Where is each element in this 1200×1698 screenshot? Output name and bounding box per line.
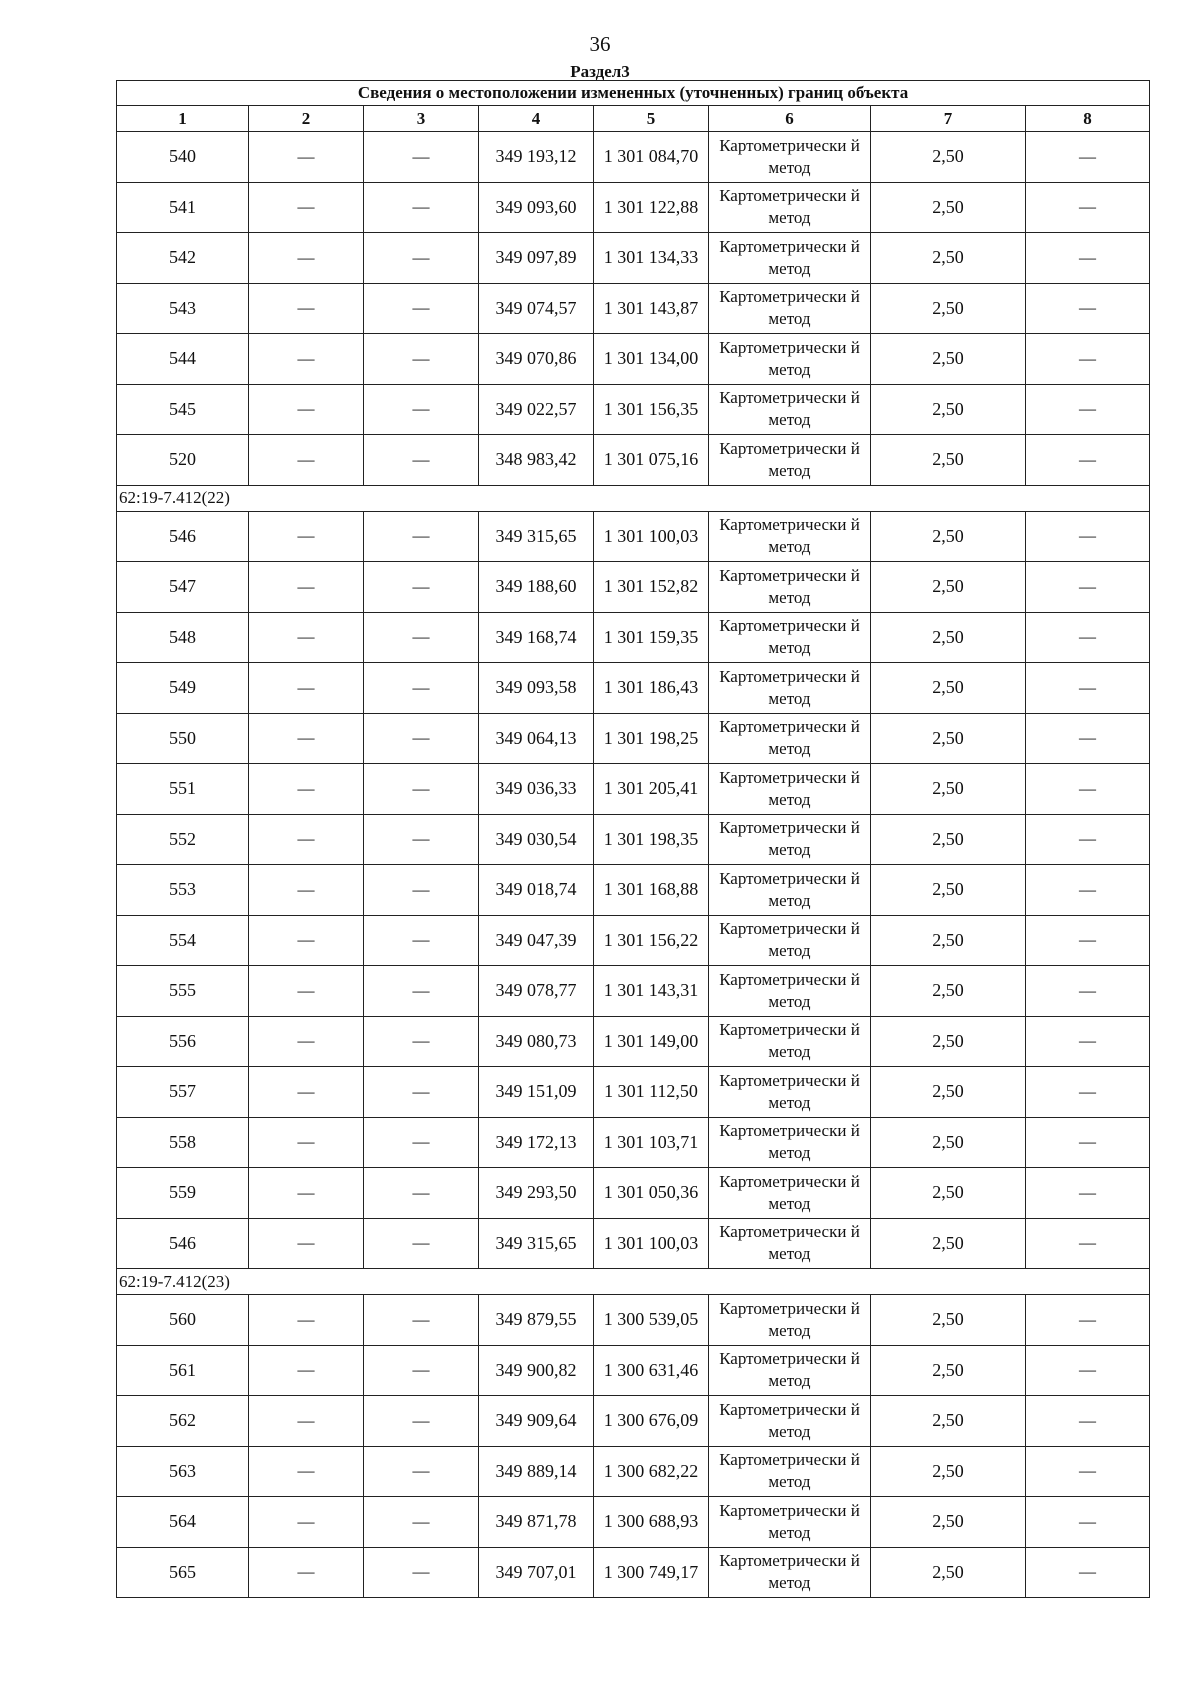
point-number-cell: 553	[117, 865, 249, 916]
table-row	[117, 435, 1150, 486]
table-row	[117, 1117, 1150, 1168]
method-cell: Картометрически й метод	[709, 132, 871, 183]
table-row	[117, 511, 1150, 562]
column-2-cell: —	[249, 612, 364, 663]
column-number: 1	[117, 106, 249, 132]
accuracy-cell: 2,50	[871, 384, 1026, 435]
column-3-cell: —	[364, 1067, 479, 1118]
column-2-cell: —	[249, 1117, 364, 1168]
column-8-cell: —	[1026, 233, 1150, 284]
method-cell: Картометрически й метод	[709, 612, 871, 663]
y-coordinate-cell: 1 301 100,03	[594, 511, 709, 562]
method-cell: Картометрически й метод	[709, 233, 871, 284]
column-8-cell: —	[1026, 612, 1150, 663]
accuracy-cell: 2,50	[871, 334, 1026, 385]
y-coordinate-cell: 1 301 168,88	[594, 865, 709, 916]
table-row	[117, 283, 1150, 334]
y-coordinate-cell: 1 301 198,25	[594, 713, 709, 764]
column-8-cell: —	[1026, 1446, 1150, 1497]
column-3-cell: —	[364, 1345, 479, 1396]
column-3-cell: —	[364, 182, 479, 233]
x-coordinate-cell: 349 707,01	[479, 1547, 594, 1598]
y-coordinate-cell: 1 301 186,43	[594, 663, 709, 714]
point-number-cell: 520	[117, 435, 249, 486]
column-3-cell: —	[364, 1446, 479, 1497]
column-8-cell: —	[1026, 814, 1150, 865]
accuracy-cell: 2,50	[871, 612, 1026, 663]
y-coordinate-cell: 1 301 134,00	[594, 334, 709, 385]
column-3-cell: —	[364, 1016, 479, 1067]
y-coordinate-cell: 1 300 682,22	[594, 1446, 709, 1497]
column-2-cell: —	[249, 1168, 364, 1219]
column-8-cell: —	[1026, 182, 1150, 233]
column-3-cell: —	[364, 233, 479, 284]
table-row	[117, 384, 1150, 435]
x-coordinate-cell: 349 889,14	[479, 1446, 594, 1497]
accuracy-cell: 2,50	[871, 1117, 1026, 1168]
point-number-cell: 565	[117, 1547, 249, 1598]
method-cell: Картометрически й метод	[709, 1497, 871, 1548]
y-coordinate-cell: 1 301 112,50	[594, 1067, 709, 1118]
column-2-cell: —	[249, 1218, 364, 1269]
x-coordinate-cell: 349 047,39	[479, 915, 594, 966]
table-row	[117, 1345, 1150, 1396]
table-row	[117, 1295, 1150, 1346]
column-8-cell: —	[1026, 1295, 1150, 1346]
accuracy-cell: 2,50	[871, 966, 1026, 1017]
accuracy-cell: 2,50	[871, 1218, 1026, 1269]
method-cell: Картометрически й метод	[709, 1446, 871, 1497]
column-number: 5	[594, 106, 709, 132]
column-3-cell: —	[364, 663, 479, 714]
column-3-cell: —	[364, 1547, 479, 1598]
method-cell: Картометрически й метод	[709, 966, 871, 1017]
x-coordinate-cell: 349 097,89	[479, 233, 594, 284]
column-3-cell: —	[364, 1218, 479, 1269]
x-coordinate-cell: 349 315,65	[479, 511, 594, 562]
accuracy-cell: 2,50	[871, 182, 1026, 233]
column-8-cell: —	[1026, 1547, 1150, 1598]
point-number-cell: 543	[117, 283, 249, 334]
point-number-cell: 559	[117, 1168, 249, 1219]
column-2-cell: —	[249, 384, 364, 435]
column-3-cell: —	[364, 612, 479, 663]
table-row	[117, 1218, 1150, 1269]
x-coordinate-cell: 349 879,55	[479, 1295, 594, 1346]
column-8-cell: —	[1026, 511, 1150, 562]
x-coordinate-cell: 349 093,58	[479, 663, 594, 714]
accuracy-cell: 2,50	[871, 233, 1026, 284]
method-cell: Картометрически й метод	[709, 1218, 871, 1269]
column-number: 7	[871, 106, 1026, 132]
y-coordinate-cell: 1 301 156,35	[594, 384, 709, 435]
column-8-cell: —	[1026, 384, 1150, 435]
y-coordinate-cell: 1 301 134,33	[594, 233, 709, 284]
y-coordinate-cell: 1 301 050,36	[594, 1168, 709, 1219]
column-8-cell: —	[1026, 764, 1150, 815]
column-8-cell: —	[1026, 132, 1150, 183]
x-coordinate-cell: 349 188,60	[479, 562, 594, 613]
table-row	[117, 713, 1150, 764]
x-coordinate-cell: 349 036,33	[479, 764, 594, 815]
column-8-cell: —	[1026, 966, 1150, 1017]
table-row	[117, 1168, 1150, 1219]
column-2-cell: —	[249, 562, 364, 613]
column-2-cell: —	[249, 663, 364, 714]
point-number-cell: 545	[117, 384, 249, 435]
accuracy-cell: 2,50	[871, 1345, 1026, 1396]
x-coordinate-cell: 348 983,42	[479, 435, 594, 486]
point-number-cell: 540	[117, 132, 249, 183]
table-caption-row	[117, 81, 1150, 106]
column-3-cell: —	[364, 283, 479, 334]
point-number-cell: 555	[117, 966, 249, 1017]
table-row	[117, 334, 1150, 385]
column-2-cell: —	[249, 1396, 364, 1447]
accuracy-cell: 2,50	[871, 713, 1026, 764]
column-3-cell: —	[364, 764, 479, 815]
column-2-cell: —	[249, 1067, 364, 1118]
x-coordinate-cell: 349 093,60	[479, 182, 594, 233]
column-8-cell: —	[1026, 562, 1150, 613]
table-row	[117, 1446, 1150, 1497]
table-row	[117, 915, 1150, 966]
column-number: 4	[479, 106, 594, 132]
accuracy-cell: 2,50	[871, 814, 1026, 865]
column-3-cell: —	[364, 865, 479, 916]
method-cell: Картометрически й метод	[709, 764, 871, 815]
column-2-cell: —	[249, 1016, 364, 1067]
column-3-cell: —	[364, 562, 479, 613]
x-coordinate-cell: 349 168,74	[479, 612, 594, 663]
method-cell: Картометрически й метод	[709, 865, 871, 916]
column-3-cell: —	[364, 435, 479, 486]
column-2-cell: —	[249, 713, 364, 764]
point-number-cell: 550	[117, 713, 249, 764]
column-3-cell: —	[364, 814, 479, 865]
y-coordinate-cell: 1 301 149,00	[594, 1016, 709, 1067]
column-2-cell: —	[249, 1547, 364, 1598]
point-number-cell: 560	[117, 1295, 249, 1346]
table-row	[117, 1396, 1150, 1447]
accuracy-cell: 2,50	[871, 562, 1026, 613]
table-row	[117, 233, 1150, 284]
y-coordinate-cell: 1 300 631,46	[594, 1345, 709, 1396]
column-3-cell: —	[364, 1396, 479, 1447]
point-number-cell: 544	[117, 334, 249, 385]
y-coordinate-cell: 1 300 676,09	[594, 1396, 709, 1447]
column-number: 3	[364, 106, 479, 132]
y-coordinate-cell: 1 301 159,35	[594, 612, 709, 663]
y-coordinate-cell: 1 301 100,03	[594, 1218, 709, 1269]
accuracy-cell: 2,50	[871, 132, 1026, 183]
column-2-cell: —	[249, 1497, 364, 1548]
point-number-cell: 542	[117, 233, 249, 284]
y-coordinate-cell: 1 301 198,35	[594, 814, 709, 865]
column-3-cell: —	[364, 966, 479, 1017]
point-number-cell: 546	[117, 511, 249, 562]
column-3-cell: —	[364, 1295, 479, 1346]
accuracy-cell: 2,50	[871, 764, 1026, 815]
point-number-cell: 563	[117, 1446, 249, 1497]
column-8-cell: —	[1026, 1396, 1150, 1447]
method-cell: Картометрически й метод	[709, 1168, 871, 1219]
column-2-cell: —	[249, 334, 364, 385]
point-number-cell: 556	[117, 1016, 249, 1067]
x-coordinate-cell: 349 909,64	[479, 1396, 594, 1447]
table-row	[117, 865, 1150, 916]
method-cell: Картометрически й метод	[709, 1117, 871, 1168]
accuracy-cell: 2,50	[871, 1295, 1026, 1346]
parcel-group-row	[117, 1269, 1150, 1295]
column-number: 6	[709, 106, 871, 132]
x-coordinate-cell: 349 030,54	[479, 814, 594, 865]
column-2-cell: —	[249, 1446, 364, 1497]
column-8-cell: —	[1026, 915, 1150, 966]
column-8-cell: —	[1026, 1168, 1150, 1219]
x-coordinate-cell: 349 871,78	[479, 1497, 594, 1548]
column-number: 8	[1026, 106, 1150, 132]
parcel-group-label: 62:19-7.412(22)	[117, 485, 1150, 511]
point-number-cell: 558	[117, 1117, 249, 1168]
method-cell: Картометрически й метод	[709, 915, 871, 966]
method-cell: Картометрически й метод	[709, 1547, 871, 1598]
method-cell: Картометрически й метод	[709, 1396, 871, 1447]
y-coordinate-cell: 1 301 075,16	[594, 435, 709, 486]
method-cell: Картометрически й метод	[709, 663, 871, 714]
table-caption: Сведения о местоположении измененных (уточненных) границ объекта	[117, 81, 1150, 106]
y-coordinate-cell: 1 300 749,17	[594, 1547, 709, 1598]
method-cell: Картометрически й метод	[709, 1345, 871, 1396]
column-2-cell: —	[249, 915, 364, 966]
table-row	[117, 764, 1150, 815]
method-cell: Картометрически й метод	[709, 182, 871, 233]
accuracy-cell: 2,50	[871, 1067, 1026, 1118]
accuracy-cell: 2,50	[871, 435, 1026, 486]
table-row	[117, 1016, 1150, 1067]
point-number-cell: 564	[117, 1497, 249, 1548]
x-coordinate-cell: 349 193,12	[479, 132, 594, 183]
accuracy-cell: 2,50	[871, 1446, 1026, 1497]
accuracy-cell: 2,50	[871, 663, 1026, 714]
column-2-cell: —	[249, 435, 364, 486]
y-coordinate-cell: 1 301 122,88	[594, 182, 709, 233]
column-8-cell: —	[1026, 663, 1150, 714]
accuracy-cell: 2,50	[871, 1497, 1026, 1548]
accuracy-cell: 2,50	[871, 865, 1026, 916]
column-8-cell: —	[1026, 1117, 1150, 1168]
x-coordinate-cell: 349 070,86	[479, 334, 594, 385]
column-2-cell: —	[249, 865, 364, 916]
column-8-cell: —	[1026, 1497, 1150, 1548]
column-3-cell: —	[364, 1497, 479, 1548]
y-coordinate-cell: 1 300 539,05	[594, 1295, 709, 1346]
column-2-cell: —	[249, 1295, 364, 1346]
column-3-cell: —	[364, 713, 479, 764]
column-3-cell: —	[364, 511, 479, 562]
point-number-cell: 547	[117, 562, 249, 613]
parcel-group-row	[117, 485, 1150, 511]
x-coordinate-cell: 349 900,82	[479, 1345, 594, 1396]
column-8-cell: —	[1026, 1345, 1150, 1396]
column-2-cell: —	[249, 966, 364, 1017]
point-number-cell: 562	[117, 1396, 249, 1447]
table-row	[117, 1067, 1150, 1118]
accuracy-cell: 2,50	[871, 1547, 1026, 1598]
x-coordinate-cell: 349 293,50	[479, 1168, 594, 1219]
column-8-cell: —	[1026, 1067, 1150, 1118]
column-2-cell: —	[249, 1345, 364, 1396]
y-coordinate-cell: 1 301 205,41	[594, 764, 709, 815]
x-coordinate-cell: 349 018,74	[479, 865, 594, 916]
accuracy-cell: 2,50	[871, 1016, 1026, 1067]
point-number-cell: 548	[117, 612, 249, 663]
x-coordinate-cell: 349 064,13	[479, 713, 594, 764]
method-cell: Картометрически й метод	[709, 1016, 871, 1067]
column-2-cell: —	[249, 814, 364, 865]
column-number-row	[117, 106, 1150, 132]
table-row	[117, 132, 1150, 183]
table-row	[117, 562, 1150, 613]
method-cell: Картометрически й метод	[709, 283, 871, 334]
method-cell: Картометрически й метод	[709, 334, 871, 385]
point-number-cell: 551	[117, 764, 249, 815]
y-coordinate-cell: 1 301 152,82	[594, 562, 709, 613]
column-2-cell: —	[249, 182, 364, 233]
table-row	[117, 966, 1150, 1017]
method-cell: Картометрически й метод	[709, 435, 871, 486]
y-coordinate-cell: 1 300 688,93	[594, 1497, 709, 1548]
column-3-cell: —	[364, 334, 479, 385]
y-coordinate-cell: 1 301 143,31	[594, 966, 709, 1017]
column-3-cell: —	[364, 384, 479, 435]
column-2-cell: —	[249, 233, 364, 284]
column-2-cell: —	[249, 511, 364, 562]
point-number-cell: 557	[117, 1067, 249, 1118]
x-coordinate-cell: 349 151,09	[479, 1067, 594, 1118]
point-number-cell: 549	[117, 663, 249, 714]
method-cell: Картометрически й метод	[709, 384, 871, 435]
point-number-cell: 541	[117, 182, 249, 233]
table-row	[117, 663, 1150, 714]
y-coordinate-cell: 1 301 143,87	[594, 283, 709, 334]
x-coordinate-cell: 349 078,77	[479, 966, 594, 1017]
method-cell: Картометрически й метод	[709, 562, 871, 613]
point-number-cell: 546	[117, 1218, 249, 1269]
table-row	[117, 814, 1150, 865]
column-2-cell: —	[249, 283, 364, 334]
column-8-cell: —	[1026, 713, 1150, 764]
x-coordinate-cell: 349 080,73	[479, 1016, 594, 1067]
table-row	[117, 1497, 1150, 1548]
accuracy-cell: 2,50	[871, 511, 1026, 562]
section-title: Раздел3	[570, 62, 630, 81]
column-number: 2	[249, 106, 364, 132]
x-coordinate-cell: 349 315,65	[479, 1218, 594, 1269]
column-2-cell: —	[249, 132, 364, 183]
x-coordinate-cell: 349 074,57	[479, 283, 594, 334]
x-coordinate-cell: 349 022,57	[479, 384, 594, 435]
accuracy-cell: 2,50	[871, 915, 1026, 966]
point-number-cell: 554	[117, 915, 249, 966]
column-3-cell: —	[364, 132, 479, 183]
accuracy-cell: 2,50	[871, 1396, 1026, 1447]
table-row	[117, 182, 1150, 233]
column-8-cell: —	[1026, 865, 1150, 916]
point-number-cell: 552	[117, 814, 249, 865]
y-coordinate-cell: 1 301 103,71	[594, 1117, 709, 1168]
method-cell: Картометрически й метод	[709, 511, 871, 562]
table-row	[117, 612, 1150, 663]
x-coordinate-cell: 349 172,13	[479, 1117, 594, 1168]
point-number-cell: 561	[117, 1345, 249, 1396]
table-row	[117, 1547, 1150, 1598]
y-coordinate-cell: 1 301 084,70	[594, 132, 709, 183]
column-3-cell: —	[364, 1168, 479, 1219]
page-number: 36	[589, 32, 611, 56]
method-cell: Картометрически й метод	[709, 814, 871, 865]
coordinates-table	[116, 80, 1150, 1598]
column-3-cell: —	[364, 1117, 479, 1168]
column-8-cell: —	[1026, 283, 1150, 334]
column-8-cell: —	[1026, 435, 1150, 486]
accuracy-cell: 2,50	[871, 1168, 1026, 1219]
method-cell: Картометрически й метод	[709, 1295, 871, 1346]
column-8-cell: —	[1026, 334, 1150, 385]
column-8-cell: —	[1026, 1016, 1150, 1067]
parcel-group-label: 62:19-7.412(23)	[117, 1269, 1150, 1295]
method-cell: Картометрически й метод	[709, 713, 871, 764]
column-8-cell: —	[1026, 1218, 1150, 1269]
column-2-cell: —	[249, 764, 364, 815]
method-cell: Картометрически й метод	[709, 1067, 871, 1118]
accuracy-cell: 2,50	[871, 283, 1026, 334]
column-3-cell: —	[364, 915, 479, 966]
y-coordinate-cell: 1 301 156,22	[594, 915, 709, 966]
